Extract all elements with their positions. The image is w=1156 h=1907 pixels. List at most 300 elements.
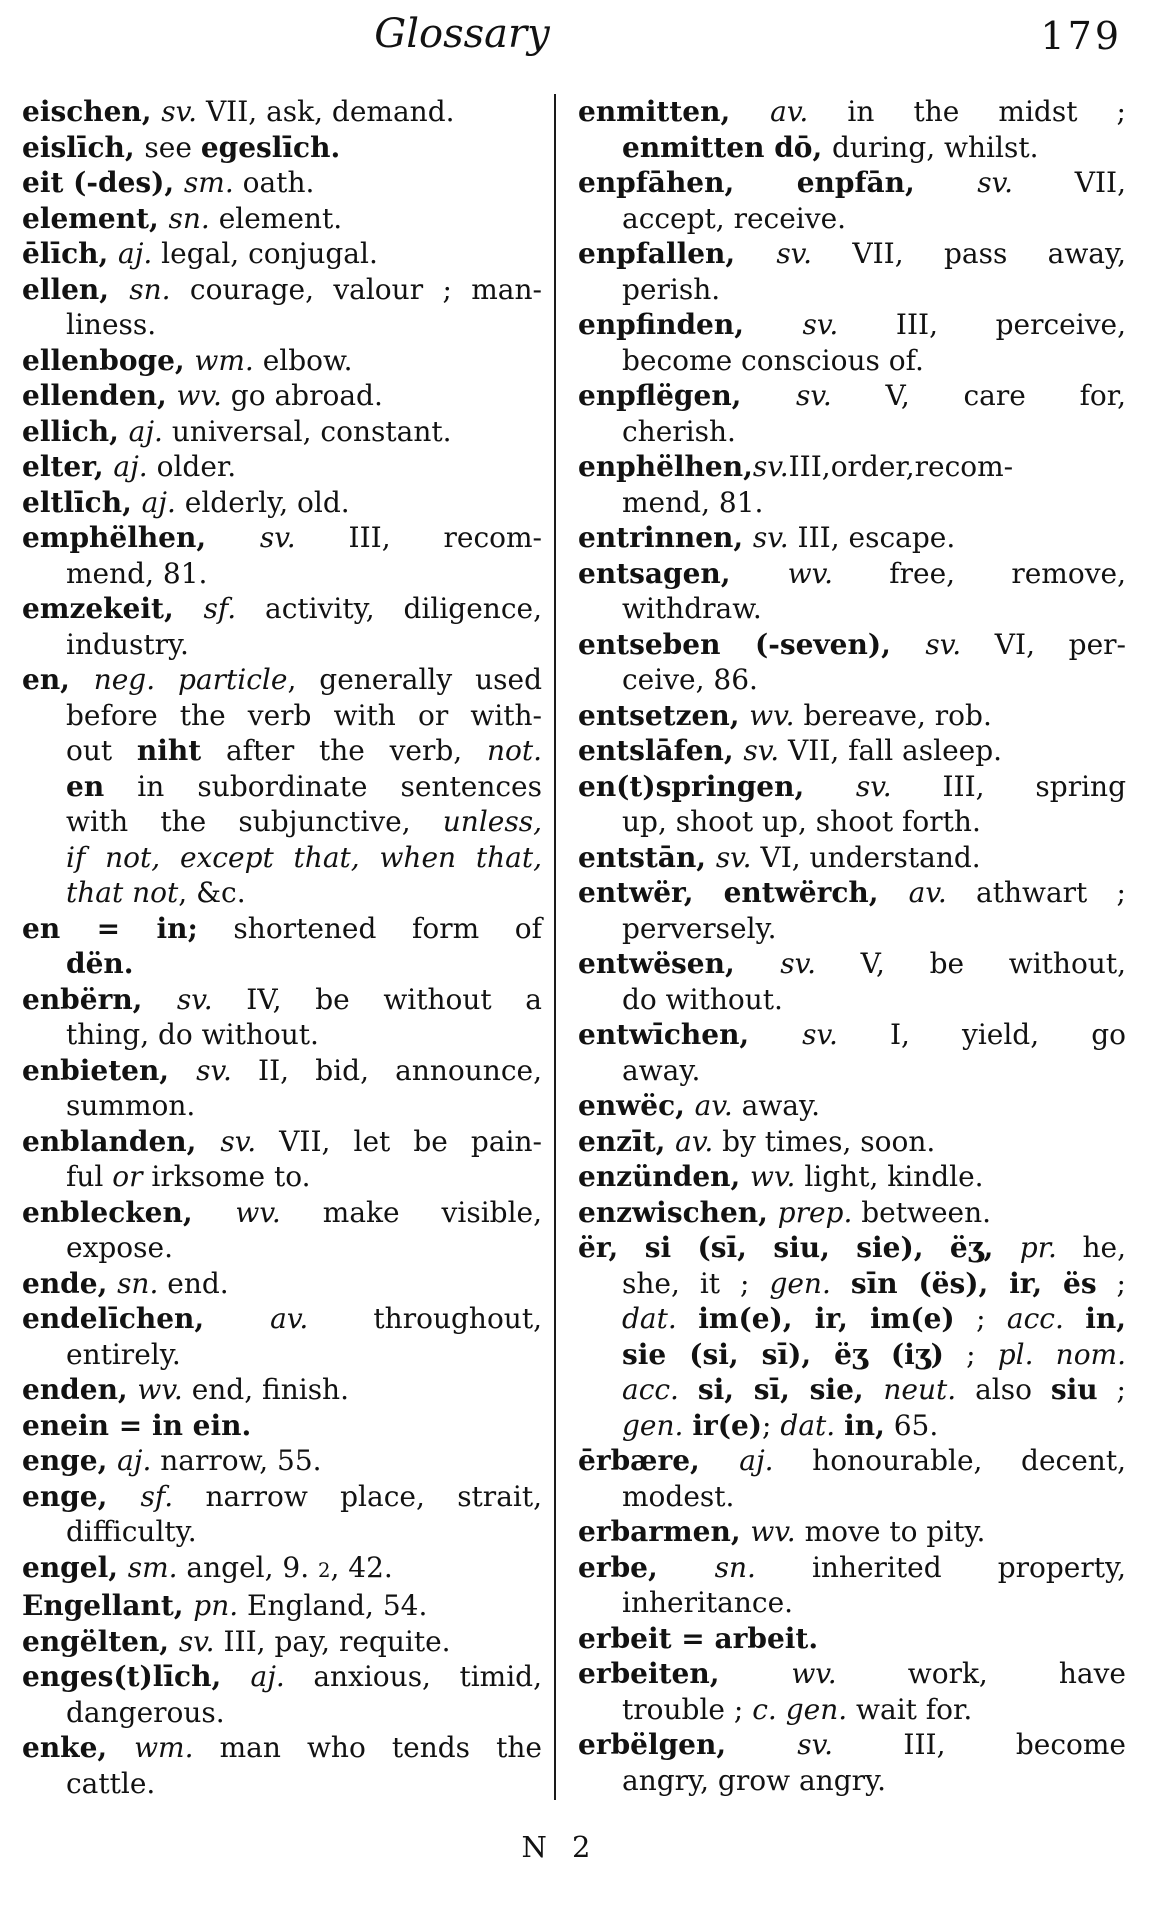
grammar-tag-italic: wv. xyxy=(137,1373,183,1406)
definition-text: III,order,recom- xyxy=(788,450,1014,483)
glossary-entry xyxy=(578,1088,1126,1124)
glossary-entry xyxy=(22,520,542,591)
glossary-entry xyxy=(22,201,542,237)
definition-text: elderly, old. xyxy=(175,485,350,519)
headword-bold-text: ērbære, xyxy=(578,1444,740,1477)
grammar-tag-italic: acc. xyxy=(622,1373,679,1406)
headword-bold-text: enmitten dō, xyxy=(622,130,832,164)
glossary-entry xyxy=(578,946,1126,1017)
entry-line xyxy=(578,1053,1126,1089)
definition-text: industry. xyxy=(66,627,189,661)
entry-line xyxy=(578,272,1126,308)
entry-line xyxy=(578,733,1126,769)
definition-text: move to pity. xyxy=(795,1515,986,1548)
headword-bold-text: enpfinden, xyxy=(578,308,803,341)
definition-text: cherish. xyxy=(622,414,736,448)
glossary-entry xyxy=(578,449,1126,520)
entry-line xyxy=(578,875,1126,911)
definition-text: work, have xyxy=(836,1657,1126,1690)
definition-text: after the verb, xyxy=(201,734,487,767)
definition-text: up, shoot up, shoot forth. xyxy=(622,805,981,838)
definition-text: V, be without, xyxy=(816,947,1126,980)
definition-text: also xyxy=(956,1373,1051,1406)
glossary-entry xyxy=(22,1659,542,1730)
glossary-entry xyxy=(22,1624,542,1660)
glossary-entry xyxy=(22,591,542,662)
glossary-entry xyxy=(578,769,1126,840)
grammar-tag-italic: aj. xyxy=(141,485,176,519)
glossary-entry xyxy=(578,1017,1126,1088)
glossary-entry xyxy=(22,1301,542,1372)
headword-bold-text: entslāfen, xyxy=(578,734,744,767)
definition-text: VII, pass away, xyxy=(812,237,1126,270)
glossary-entry xyxy=(578,1550,1126,1621)
entry-line xyxy=(22,1550,542,1589)
grammar-tag-italic: sv. xyxy=(802,1018,838,1051)
entry-line xyxy=(22,1053,542,1089)
definition-text: do without. xyxy=(622,982,783,1016)
definition-text: mend, 81. xyxy=(622,485,764,519)
headword-bold-text: im(e), ir, im(e) xyxy=(698,1302,955,1335)
headword-bold-text: endelīchen, xyxy=(22,1302,271,1335)
entry-line xyxy=(22,1443,542,1479)
glossary-entry xyxy=(578,875,1126,946)
grammar-tag-italic: sv. xyxy=(796,379,832,412)
entry-line xyxy=(578,1443,1126,1479)
definition-text: modest. xyxy=(622,1479,735,1513)
definition-text: III, perceive, xyxy=(838,308,1126,341)
grammar-tag-italic: aj. xyxy=(118,237,153,270)
entry-line xyxy=(578,1727,1126,1763)
headword-bold-text: sīn (ës), ir, ës xyxy=(850,1266,1097,1300)
entry-line xyxy=(22,1408,542,1444)
grammar-tag-italic: av. xyxy=(675,1124,714,1158)
definition-text: III, recom- xyxy=(295,521,543,554)
headword-bold-text: ende, xyxy=(22,1266,118,1300)
glossary-entry xyxy=(578,1443,1126,1514)
entry-line xyxy=(22,946,542,982)
headword-bold-text: enbërn, xyxy=(22,982,177,1016)
signature-mark: N 2 xyxy=(521,1830,591,1864)
glossary-entry xyxy=(578,236,1126,307)
headword-bold-text: Engellant, xyxy=(22,1589,194,1622)
grammar-tag-italic: sv. xyxy=(855,769,892,803)
glossary-entry xyxy=(22,1195,542,1266)
headword-bold-text: enphëlhen, xyxy=(578,450,753,483)
definition-text: ful xyxy=(66,1160,113,1193)
definition-text: England, 54. xyxy=(238,1589,428,1622)
entry-line xyxy=(22,1017,542,1053)
headword-bold-text: emphëlhen, xyxy=(22,521,260,554)
glossary-entry xyxy=(22,1408,542,1444)
grammar-tag-italic: wv. xyxy=(750,1515,796,1548)
entry-line xyxy=(578,1159,1126,1195)
definition-text: courage, valour ; man- xyxy=(170,272,542,306)
glossary-entry xyxy=(578,1621,1126,1657)
entry-line xyxy=(578,769,1126,805)
headword-bold-text: enden, xyxy=(22,1373,138,1406)
definition-text: III, pay, requite. xyxy=(214,1624,451,1658)
grammar-tag-italic: that not xyxy=(66,876,179,909)
definition-text: VII, xyxy=(1013,166,1126,199)
headword-bold-text: entwësen, xyxy=(578,947,781,980)
definition-text: dangerous. xyxy=(66,1695,225,1729)
glossary-entry xyxy=(22,982,542,1053)
glossary-entry xyxy=(22,1588,542,1624)
headword-bold-text: emzekeit, xyxy=(22,592,204,625)
definition-text: I, yield, go xyxy=(837,1018,1126,1051)
glossary-entry xyxy=(22,1479,542,1550)
grammar-tag-italic: sn. xyxy=(129,272,171,306)
entry-line xyxy=(22,520,542,556)
definition-text: narrow, 55. xyxy=(151,1444,322,1477)
entry-line xyxy=(578,911,1126,947)
glossary-entry xyxy=(578,627,1126,698)
entry-line xyxy=(22,1479,542,1515)
entry-line xyxy=(578,946,1126,982)
definition-text: become conscious of. xyxy=(622,343,924,377)
headword-bold-text: erbeiten, xyxy=(578,1657,792,1690)
headword-bold-text: enke, xyxy=(22,1731,135,1764)
entry-line xyxy=(22,1730,542,1766)
entry-line xyxy=(22,201,542,237)
headword-bold-text: entwīchen, xyxy=(578,1018,803,1051)
entry-line xyxy=(22,94,542,130)
grammar-tag-italic: gen. xyxy=(622,1408,684,1442)
headword-bold-text: enblanden, xyxy=(22,1124,221,1158)
definition-text: , 42. xyxy=(330,1550,393,1584)
headword-bold-text: enge, xyxy=(22,1479,141,1513)
grammar-tag-italic: sv. xyxy=(176,982,213,1016)
definition-text: angel, 9. xyxy=(177,1550,319,1584)
grammar-tag-italic: aj. xyxy=(117,1444,152,1477)
definition-text: oath. xyxy=(233,166,315,199)
entry-line xyxy=(578,1763,1126,1799)
entry-line xyxy=(578,1337,1126,1373)
definition-text xyxy=(831,1267,851,1300)
definition-text: before the verb with or with- xyxy=(66,698,542,732)
grammar-tag-italic: wm. xyxy=(194,343,254,377)
glossary-entry xyxy=(578,698,1126,734)
definition-text: in the midst ; xyxy=(808,95,1126,128)
entry-line xyxy=(22,1588,542,1624)
entry-line xyxy=(578,1621,1126,1657)
entry-line xyxy=(578,1017,1126,1053)
entry-line xyxy=(578,1408,1126,1444)
headword-bold-text: siu xyxy=(1050,1373,1098,1406)
glossary-entry xyxy=(22,1372,542,1408)
entry-line xyxy=(22,343,542,379)
grammar-tag-italic: wv. xyxy=(787,556,834,590)
entry-line xyxy=(22,1514,542,1550)
entry-line xyxy=(22,1266,542,1302)
entry-line xyxy=(578,414,1126,450)
definition-text: older. xyxy=(147,450,237,483)
grammar-tag-italic: av. xyxy=(270,1302,309,1335)
definition-text: II, bid, announce, xyxy=(231,1053,542,1087)
definition-text: away. xyxy=(732,1089,820,1122)
entry-line xyxy=(578,1195,1126,1231)
grammar-tag-italic: unless, xyxy=(442,805,542,838)
grammar-tag-italic: aj. xyxy=(128,414,163,448)
definition-text: entirely. xyxy=(66,1337,181,1371)
grammar-tag-italic: sv. xyxy=(178,1624,215,1658)
definition-text: wait for. xyxy=(847,1692,973,1726)
definition-text: angry, grow angry. xyxy=(622,1763,887,1797)
entry-line xyxy=(22,165,542,201)
entry-line xyxy=(22,804,542,840)
headword-bold-text: entsagen, xyxy=(578,556,788,590)
grammar-tag-italic: sn. xyxy=(168,201,210,235)
definition-text: VII, ask, demand. xyxy=(197,95,455,128)
entry-line xyxy=(578,1230,1126,1266)
text-columns xyxy=(22,94,1126,1801)
definition-text: withdraw. xyxy=(622,592,762,625)
definition-text: 2 xyxy=(318,1558,331,1582)
headword-bold-text: eit (-des), xyxy=(22,166,184,199)
definition-text: VI, understand. xyxy=(751,840,981,874)
grammar-tag-italic: acc. xyxy=(1006,1302,1064,1335)
entry-line xyxy=(22,662,542,698)
definition-text: bereave, rob. xyxy=(794,698,992,732)
grammar-tag-italic: sn. xyxy=(117,1266,159,1300)
glossary-entry xyxy=(22,1730,542,1801)
grammar-tag-italic: not. xyxy=(486,734,542,767)
definition-text: ; xyxy=(1097,1373,1126,1406)
grammar-tag-italic: sv. xyxy=(752,521,789,554)
entry-line xyxy=(578,662,1126,698)
definition-text: activity, diligence, xyxy=(236,592,542,625)
entry-line xyxy=(22,1301,542,1337)
headword-bold-text: erbarmen, xyxy=(578,1515,751,1548)
grammar-tag-italic: sv. xyxy=(220,1124,257,1158)
definition-text xyxy=(1064,1302,1085,1335)
grammar-tag-italic: pl. nom. xyxy=(997,1337,1127,1371)
headword-bold-text: erbeit = arbeit. xyxy=(578,1621,819,1655)
glossary-entry xyxy=(578,733,1126,769)
definition-text: mend, 81. xyxy=(66,556,208,590)
headword-bold-text: erbëlgen, xyxy=(578,1728,798,1761)
entry-line xyxy=(22,875,542,911)
entry-line xyxy=(22,733,542,769)
headword-bold-text: enpfallen, xyxy=(578,237,777,270)
grammar-tag-italic: sv. xyxy=(925,627,962,661)
glossary-entry xyxy=(578,1195,1126,1231)
grammar-tag-italic: c. gen. xyxy=(752,1692,848,1726)
entry-line xyxy=(578,378,1126,414)
definition-text: perish. xyxy=(622,272,721,306)
glossary-entry xyxy=(22,165,542,201)
grammar-tag-italic: sv. xyxy=(802,308,839,341)
left-column xyxy=(22,94,542,1801)
entry-line xyxy=(578,343,1126,379)
right-column xyxy=(556,94,1126,1801)
definition-text: ; xyxy=(762,1408,781,1442)
definition-text: anxious, timid, xyxy=(284,1660,542,1693)
entry-line xyxy=(22,627,542,663)
glossary-entry xyxy=(22,662,542,911)
entry-line xyxy=(22,982,542,1018)
headword-bold-text: egeslīch. xyxy=(200,130,341,164)
grammar-tag-italic: av. xyxy=(908,876,947,909)
definition-text: irksome to. xyxy=(142,1160,311,1193)
headword-bold-text: erbe, xyxy=(578,1550,715,1584)
entry-line xyxy=(578,1301,1126,1337)
headword-bold-text: eltlīch, xyxy=(22,485,142,519)
headword-bold-text: enge, xyxy=(22,1444,118,1477)
definition-text: elbow. xyxy=(253,343,353,377)
glossary-entry xyxy=(22,1550,542,1589)
definition-text: trouble ; xyxy=(622,1692,753,1726)
headword-bold-text: entseben (-seven), xyxy=(578,627,926,661)
headword-bold-text: engëlten, xyxy=(22,1624,179,1658)
definition-text: see xyxy=(144,130,201,164)
definition-text: liness. xyxy=(66,308,157,341)
entry-line xyxy=(578,94,1126,130)
glossary-entry xyxy=(578,1514,1126,1550)
definition-text xyxy=(679,1373,698,1406)
glossary-entry xyxy=(578,1727,1126,1798)
grammar-tag-italic: prep. xyxy=(777,1195,853,1229)
definition-text: element. xyxy=(209,201,343,235)
page-header xyxy=(22,6,1126,82)
entry-line xyxy=(22,1088,542,1124)
entry-line xyxy=(22,236,542,272)
entry-line xyxy=(578,1088,1126,1124)
grammar-tag-italic: av. xyxy=(694,1089,733,1122)
headword-bold-text: entwër, entwërch, xyxy=(578,876,909,909)
grammar-tag-italic: sm. xyxy=(127,1550,178,1584)
definition-text: ; xyxy=(954,1302,1007,1335)
grammar-tag-italic: if not, except that, when that, xyxy=(66,840,542,874)
page-title: Glossary xyxy=(374,11,550,57)
grammar-tag-italic: av. xyxy=(770,95,809,128)
entry-line xyxy=(22,556,542,592)
definition-text: VII, fall asleep. xyxy=(779,734,1003,767)
glossary-entry xyxy=(22,94,542,130)
headword-bold-text: ellenboge, xyxy=(22,343,195,377)
definition-text xyxy=(677,1302,698,1335)
glossary-entry xyxy=(22,911,542,982)
definition-text: cattle. xyxy=(66,1766,156,1800)
glossary-entry xyxy=(22,485,542,521)
definition-text: expose. xyxy=(66,1231,173,1264)
headword-bold-text: ellenden, xyxy=(22,379,177,412)
headword-bold-text: entrinnen, xyxy=(578,521,753,554)
entry-line xyxy=(578,1514,1126,1550)
headword-bold-text: en xyxy=(66,769,105,803)
entry-line xyxy=(22,378,542,414)
grammar-tag-italic: dat. xyxy=(780,1408,836,1442)
definition-text: ceive, 86. xyxy=(622,663,758,696)
entry-line xyxy=(22,485,542,521)
headword-bold-text: ēlīch, xyxy=(22,237,118,270)
headword-bold-text: enzwischen, xyxy=(578,1195,778,1229)
entry-line xyxy=(22,1124,542,1160)
grammar-tag-italic: sv. xyxy=(752,450,789,483)
glossary-entry xyxy=(22,414,542,450)
entry-line xyxy=(578,1585,1126,1621)
entry-line xyxy=(578,165,1126,201)
entry-line xyxy=(22,414,542,450)
definition-text: by times, soon. xyxy=(713,1124,936,1158)
glossary-entry xyxy=(578,165,1126,236)
glossary-entry xyxy=(22,449,542,485)
entry-line xyxy=(578,1692,1126,1728)
definition-text: V, care for, xyxy=(831,379,1126,412)
definition-text: difficulty. xyxy=(66,1515,197,1548)
entry-line xyxy=(22,1659,542,1695)
definition-text: he, xyxy=(1056,1231,1126,1264)
definition-text: inherited property, xyxy=(755,1550,1126,1584)
entry-line xyxy=(578,449,1126,485)
glossary-entry xyxy=(22,343,542,379)
glossary-entry xyxy=(22,272,542,343)
headword-bold-text: enwëc, xyxy=(578,1089,695,1122)
grammar-tag-italic: sv. xyxy=(780,947,816,980)
entry-line xyxy=(22,1195,542,1231)
definition-text: end, finish. xyxy=(182,1373,349,1406)
entry-line xyxy=(22,591,542,627)
definition-text: throughout, xyxy=(308,1302,542,1335)
glossary-entry xyxy=(578,1124,1126,1160)
grammar-tag-italic: wv. xyxy=(791,1657,837,1690)
glossary-entry xyxy=(22,1443,542,1479)
entry-line xyxy=(578,520,1126,556)
definition-text: go abroad. xyxy=(221,379,383,412)
entry-line xyxy=(578,1479,1126,1515)
grammar-tag-italic: pn. xyxy=(193,1589,239,1622)
entry-line xyxy=(578,982,1126,1018)
grammar-tag-italic: or xyxy=(112,1160,143,1193)
entry-line xyxy=(22,1159,542,1195)
grammar-tag-italic: dat. xyxy=(622,1302,677,1335)
entry-line xyxy=(578,485,1126,521)
grammar-tag-italic: neut. xyxy=(883,1373,957,1406)
entry-line xyxy=(578,1550,1126,1586)
definition-text: honourable, decent, xyxy=(773,1444,1126,1477)
grammar-tag-italic: sv. xyxy=(743,734,780,767)
grammar-tag-italic: aj. xyxy=(250,1660,285,1693)
glossary-entry xyxy=(578,1159,1126,1195)
glossary-entry xyxy=(22,1124,542,1195)
headword-bold-text: ir(e) xyxy=(692,1408,763,1442)
definition-text: , generally used xyxy=(287,663,542,696)
grammar-tag-italic: wm. xyxy=(134,1731,194,1764)
grammar-tag-italic: neg. particle xyxy=(93,663,288,696)
definition-text: legal, conjugal. xyxy=(152,237,378,270)
definition-text: universal, constant. xyxy=(162,414,452,448)
definition-text: III, spring xyxy=(891,769,1126,803)
entry-line xyxy=(22,1230,542,1266)
glossary-entry xyxy=(578,520,1126,556)
headword-bold-text: sie (si, sī), ëʒ (iʒ) xyxy=(622,1337,944,1371)
entry-line xyxy=(578,804,1126,840)
definition-text: out xyxy=(66,734,137,767)
definition-text: make visible, xyxy=(280,1195,543,1229)
headword-bold-text: niht xyxy=(136,734,202,767)
page-footer xyxy=(0,1830,1156,1864)
grammar-tag-italic: sv. xyxy=(715,840,752,874)
definition-text: perversely. xyxy=(622,911,777,945)
entry-line xyxy=(22,1372,542,1408)
headword-bold-text: enein = in ein. xyxy=(22,1408,252,1442)
entry-line xyxy=(578,1372,1126,1408)
grammar-tag-italic: sf. xyxy=(140,1479,174,1513)
grammar-tag-italic: wv. xyxy=(235,1195,281,1229)
glossary-entry xyxy=(22,378,542,414)
entry-line xyxy=(578,1266,1126,1302)
